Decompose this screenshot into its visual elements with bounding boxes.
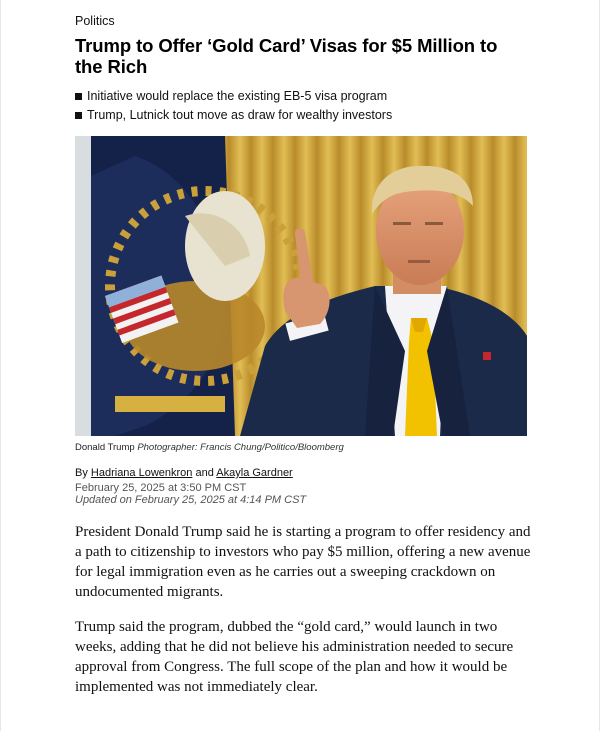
body-paragraph: Trump said the program, dubbed the “gold card,” would launch in two weeks, adding that he did not believe his administration needed to secure approval from Congress. The full scope of the plan and how it would be implemented was not immediately clear. <box>75 619 514 695</box>
byline-prefix: By <box>75 467 88 479</box>
summary-bullet <box>75 106 527 125</box>
updated-date: Updated on February 25, 2025 at 4:14 PM CST <box>75 494 307 506</box>
caption-credit: Photographer: Francis Chung/Politico/Bloomberg <box>137 442 344 453</box>
author-link-lowenkron[interactable]: Hadriana Lowenkron <box>90 467 193 479</box>
caption-subject: Donald Trump <box>75 442 135 453</box>
lead-photo <box>75 136 527 436</box>
bullet-square-icon <box>75 112 82 119</box>
summary-bullets <box>75 87 527 125</box>
summary-bullet-text: Trump, Lutnick tout move as draw for wealthy investors <box>87 108 393 122</box>
photo-caption <box>75 442 527 453</box>
body-paragraph: President Donald Trump said he is starting a program to offer residency and a path to citizenship to investors who pay $5 million, offering a new avenue for legal immigration even as he carries out a sweeping crackdown on undocumented migrants. <box>75 524 531 600</box>
headline: Trump to Offer ‘Gold Card’ Visas for $5 Million to the Rich <box>75 35 498 77</box>
section-label[interactable]: Politics <box>75 14 115 28</box>
author-link-gardner[interactable]: Akayla Gardner <box>216 467 293 479</box>
summary-bullet <box>75 87 527 106</box>
bullet-square-icon <box>75 93 82 100</box>
byline-conjunction: and <box>195 467 214 479</box>
byline <box>75 467 527 479</box>
summary-bullet-text: Initiative would replace the existing EB-5 visa program <box>87 89 388 103</box>
lead-photo-illustration <box>75 136 527 436</box>
published-date: February 25, 2025 at 3:50 PM CST <box>75 482 247 494</box>
